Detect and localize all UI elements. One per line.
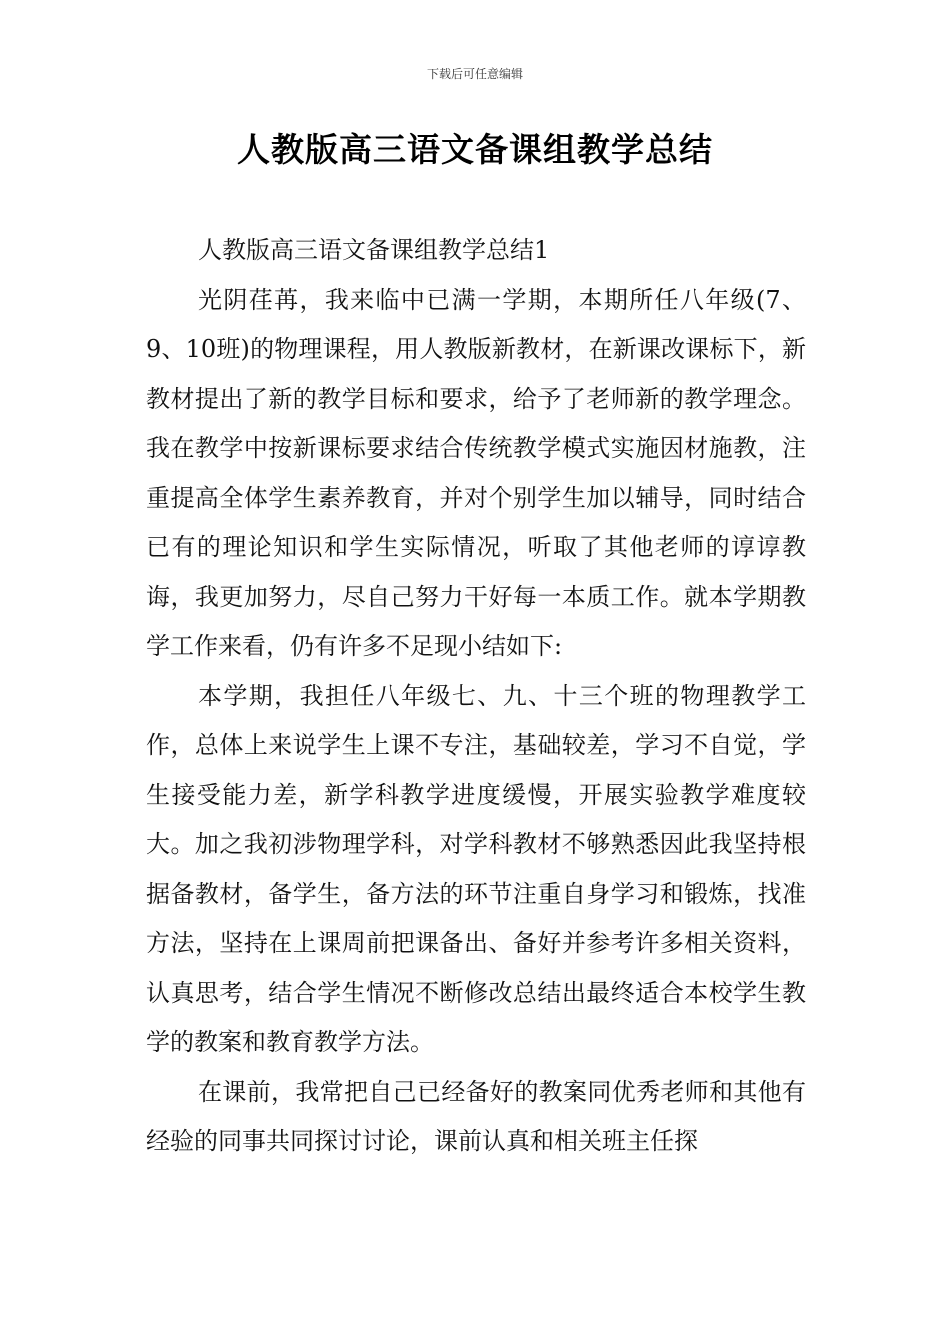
paragraph-1: 光阴荏苒，我来临中已满一学期，本期所任八年级(7、9、10班)的物理课程，用人教版新教材，在新课改课标下，新教材提出了新的教学目标和要求，给予了老师新的教学理念。我在教学中按新课标要求结合传统教学模式实施因材施教，注重提高全体学生素养教育，并对个别学生加以辅导，同时结合已有的理论知识和学生实际情况，听取了其他老师的谆谆教诲，我更加努力，尽自己努力干好每一本质工作。就本学期教学工作来看，仍有许多不足现小结如下: [146,285,806,660]
document-body [146,226,806,1167]
section-subtitle: 人教版高三语文备课组教学总结1 [198,236,550,264]
document-title: 人教版高三语文备课组教学总结 [237,130,713,169]
paragraph-3: 在课前，我常把自己已经备好的教案同优秀老师和其他有经验的同事共同探讨讨论，课前认真和相关班主任探 [146,1077,806,1155]
paragraph-2: 本学期，我担任八年级七、九、十三个班的物理教学工作，总体上来说学生上课不专注，基础较差，学习不自觉，学生接受能力差，新学科教学进度缓慢，开展实验教学难度较大。加之我初涉物理学科，对学科教材不够熟悉因此我坚持根据备教材，备学生，备方法的环节注重自身学习和锻炼，找准方法，坚持在上课周前把课备出、备好并参考许多相关资料，认真思考，结合学生情况不断修改总结出最终适合本校学生教学的教案和教育教学方法。 [146,681,806,1056]
header-note: 下载后可任意编辑 [426,67,523,81]
